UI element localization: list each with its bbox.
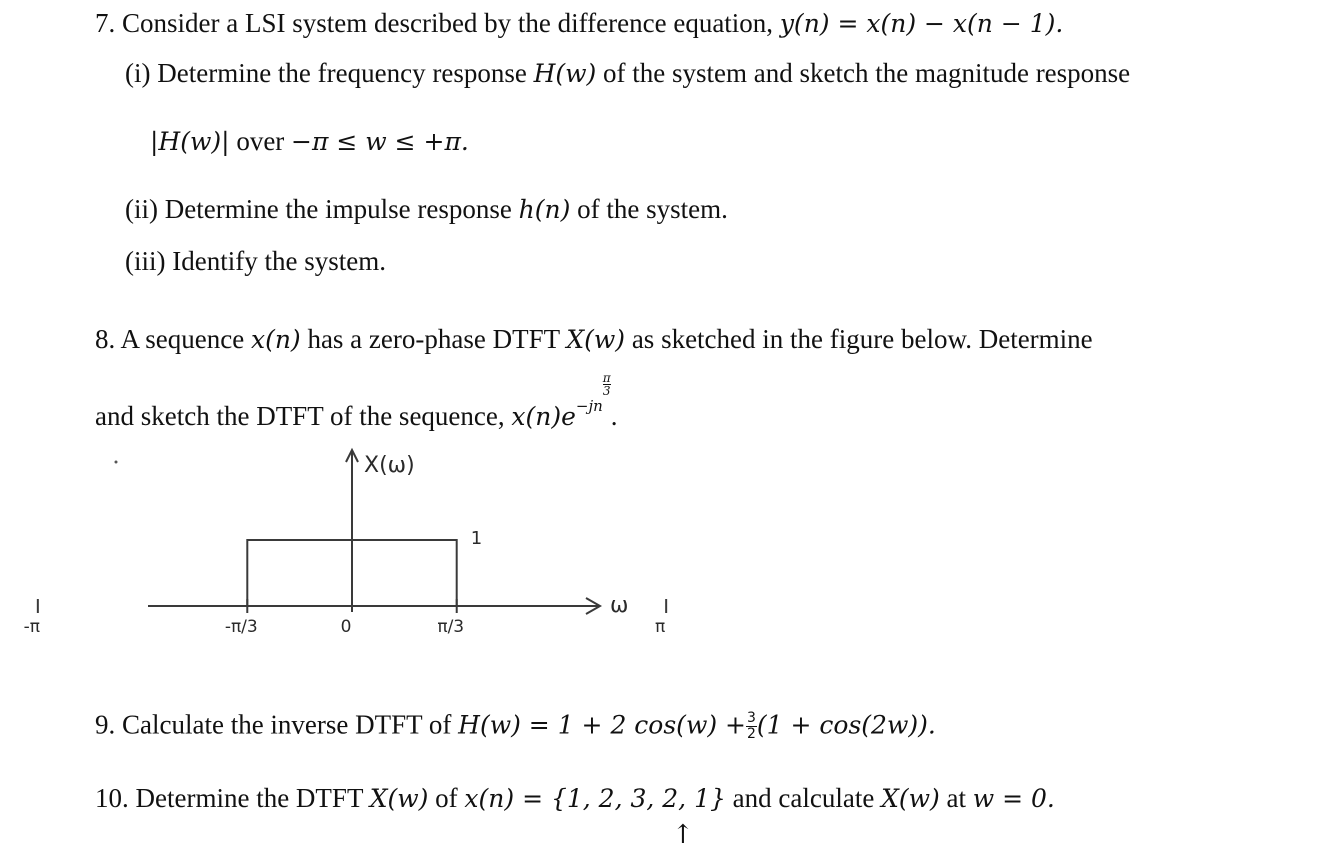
question-text: A sequence	[120, 324, 245, 354]
question-8-line-2	[95, 372, 617, 430]
magnitude-symbol: |H(w)|	[150, 127, 230, 156]
scan-dot	[115, 461, 118, 464]
fraction-denominator: 2	[747, 725, 756, 742]
origin-arrow-icon: ↑	[672, 820, 694, 850]
question-text: and calculate	[732, 783, 875, 813]
exponent-denominator: 3	[602, 384, 611, 398]
exponent-prefix: −jn	[575, 397, 603, 415]
x-tick-label: π/3	[437, 617, 465, 637]
part-text: over	[236, 126, 285, 156]
question-number: 10.	[95, 783, 129, 813]
question-text: Consider a LSI system described by the difference equation,	[122, 8, 774, 38]
question-7-part-3: (iii) Identify the system.	[125, 246, 386, 276]
difference-equation: y(n) = x(n) − x(n − 1).	[779, 9, 1064, 38]
question-number: 7.	[95, 8, 116, 38]
question-9	[95, 711, 936, 741]
range-expression: −π ≤ w ≤ +π.	[291, 127, 469, 156]
fraction-numerator: 3	[747, 710, 756, 726]
dtft-sketch-figure	[23, 440, 666, 655]
question-7-part-2	[125, 196, 728, 223]
question-7-title	[95, 10, 1063, 37]
period: .	[610, 401, 618, 431]
part-text: of the system.	[577, 194, 728, 224]
question-number: 8.	[95, 324, 116, 354]
part-text: (ii) Determine the impulse response	[125, 194, 512, 224]
impulse-response-symbol: h(n)	[518, 195, 571, 224]
question-text: as sketched in the figure below. Determine	[631, 324, 1093, 354]
exponent-numerator: π	[602, 371, 611, 385]
question-text: has a zero-phase DTFT	[307, 324, 560, 354]
question-text: Determine the DTFT	[135, 783, 363, 813]
question-8-title	[95, 326, 1093, 353]
dtft-symbol: X(w)	[566, 325, 626, 354]
evaluation-point: w = 0.	[972, 784, 1055, 813]
fraction-three-halves	[746, 711, 757, 741]
question-text: and sketch the DTFT of the sequence,	[95, 401, 505, 431]
x-axis-label: ω	[610, 593, 629, 618]
question-text: of	[435, 783, 458, 813]
sequence-definition: x(n) = {1, 2, 3, 2, 1}	[464, 784, 726, 813]
question-text: Calculate the inverse DTFT of	[122, 709, 452, 740]
x-tick-label: 0	[340, 617, 352, 637]
part-text: of the system and sketch the magnitude response	[603, 58, 1131, 88]
pulse-height-label: 1	[470, 528, 483, 549]
x-tick-label: -π/3	[224, 617, 258, 637]
question-7-part-1	[125, 60, 1130, 87]
exponent-fraction	[603, 372, 611, 397]
x-tick-label: π	[655, 617, 666, 637]
y-axis-label: X(ω)	[364, 453, 415, 478]
h-expression-part-a: H(w) = 1 + 2 cos(w) +	[458, 710, 746, 740]
question-text: at	[946, 783, 967, 813]
question-number: 9.	[95, 709, 116, 740]
dtft-symbol-2: X(w)	[881, 784, 940, 813]
sequence-symbol: x(n)	[250, 325, 301, 354]
frequency-response-symbol: H(w)	[533, 59, 597, 88]
x-tick-label: -π	[23, 617, 41, 637]
question-7-part-1-range	[150, 128, 469, 155]
exponent	[575, 371, 611, 415]
modulated-sequence: x(n)e	[511, 402, 576, 431]
h-expression-part-b: (1 + cos(2w)).	[756, 710, 936, 740]
question-10	[95, 785, 1055, 812]
dtft-symbol: X(w)	[369, 784, 429, 813]
part-text: (i) Determine the frequency response	[125, 58, 527, 88]
